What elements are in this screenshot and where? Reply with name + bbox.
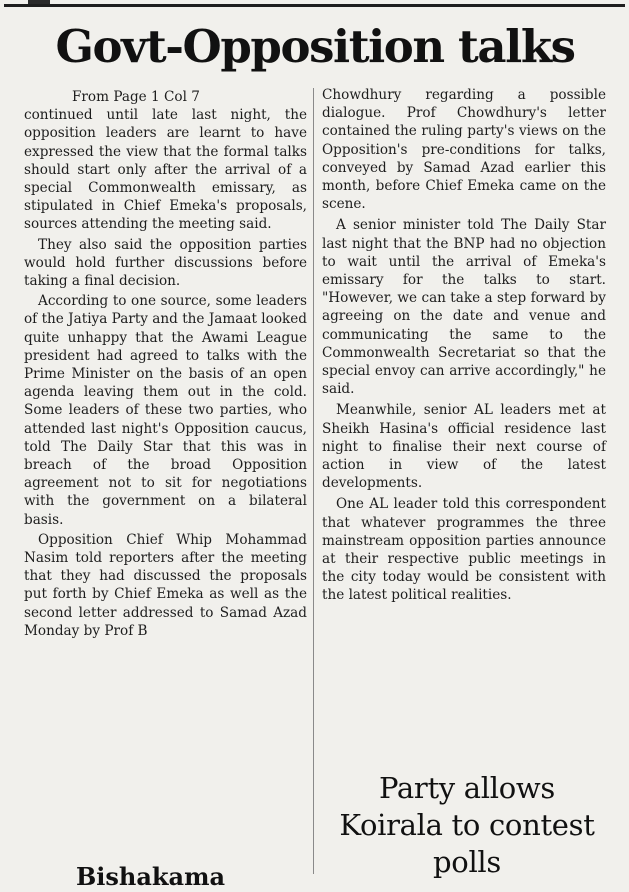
right-column	[322, 86, 606, 608]
left-paragraph-1: continued until late last night, the opposition leaders are learnt to have expressed the view that the formal talks should start only after the arrival of a special Commonwealth emissary, as stipulated in Chief Emeka's proposals, sources attending the meeting said.	[24, 107, 307, 233]
left-column	[24, 88, 307, 642]
left-paragraph-4: Opposition Chief Whip Mohammad Nasim told reporters after the meeting that they had discussed the proposals put forth by Chief Emeka as well as the second letter addressed to Samad Azad Monday by Prof B	[24, 531, 307, 639]
headline: Govt-Opposition talks	[55, 20, 575, 73]
bottom-fragment: Bishakama	[76, 862, 226, 891]
subhead: Party allows Koirala to contest polls	[339, 771, 595, 879]
right-paragraph-1: Chowdhury regarding a possible dialogue. Prof Chowdhury's letter contained the ruling party's views on the Opposition's pre-conditions for talks, conveyed by Samad Azad earlier this month, before Chief Emeka came on the scene.	[322, 87, 606, 213]
right-paragraph-3: Meanwhile, senior AL leaders met at Sheikh Hasina's official residence last night to finalise their next course of action in view of the latest developments.	[322, 402, 606, 492]
right-paragraph-4: One AL leader told this correspondent that whatever programmes the three mainstream opposition parties announce at their respective public meetings in the city today would be consistent with the latest political realities.	[322, 496, 606, 604]
left-paragraph-2: They also said the opposition parties would hold further discussions before taking a final decision.	[24, 236, 307, 290]
jump-line: From Page 1 Col 7	[72, 89, 200, 105]
right-paragraph-2: A senior minister told The Daily Star last night that the BNP had no objection to wait until the arrival of Emeka's emissary for the talks to start. "However, we can take a step forward by agreeing on the date and venue and communicating the same to the Commonwealth Secretariat so that the special envoy can arrive accordingly," he said.	[322, 217, 606, 398]
left-paragraph-3: According to one source, some leaders of the Jatiya Party and the Jamaat looked quite unhappy that the Awami League president had agreed to talks with the Prime Minister on the basis of an open agenda leaving them out in the cold. Some leaders of these two parties, who attended last night's Opposition caucus, told The Daily Star that this was in breach of the broad Opposition agreement not to sit for negotiations with the government on a bilateral basis.	[24, 293, 307, 528]
column-divider	[313, 88, 314, 874]
top-rule	[4, 4, 625, 7]
